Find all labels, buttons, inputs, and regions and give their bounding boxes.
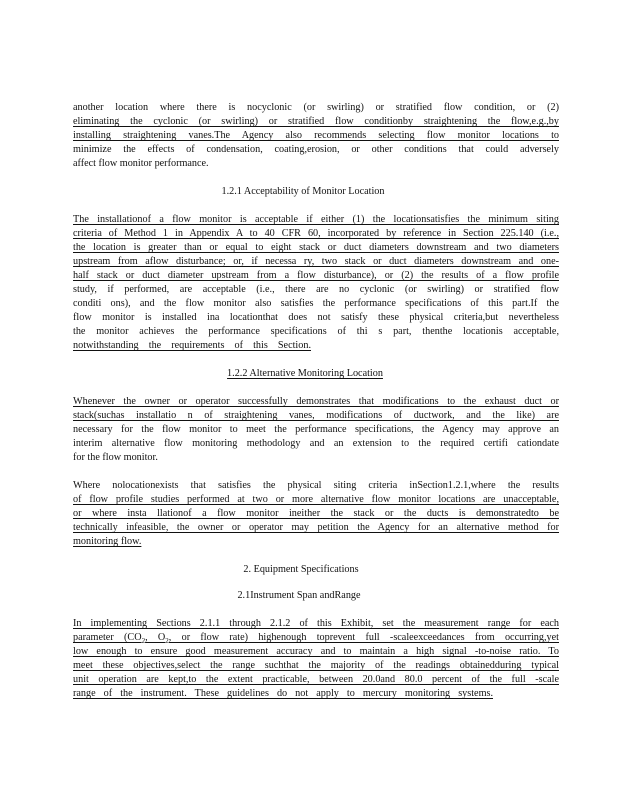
o2-subscript: 2 [165,637,169,645]
paragraph-1-line-5: affect flow monitor performance. [73,158,209,169]
paragraph-4-line-1: Where nolocationexists that satisfies the physical siting criteria inSection1.2.1,where the results [73,480,559,491]
paragraph-5-line-6: range of the instrument. These guidelines do not apply to mercury monitoring systems. [73,688,493,699]
paragraph-2-line-7: conditi ons), and the flow monitor also satisfies the performance specifications of this part.If the [73,298,559,309]
paragraph-3-line-2: stack(suchas installatio n of straightening vanes, modifications of ductwork, and the like) are [73,410,559,421]
paragraph-1-line-2: eliminating the cyclonic (or swirling) or stratified flow conditionby straightening the flow,e.g.,by [73,116,559,127]
paragraph-4-line-5: monitoring flow. [73,536,142,547]
paragraph-5-line-2-start: parameter (CO [73,632,142,643]
heading-1-2-1: 1.2.1 Acceptability of Monitor Location [221,186,385,197]
heading-2: 2. Equipment Specifications [243,564,359,575]
paragraph-2-line-3: the location is greater than or equal to eight stack or duct diameters downstream and two diameters [73,242,559,253]
paragraph-5-line-1: In implementing Sections 2.1.1 through 2.1.2 of this Exhibit, set the measurement range for each [73,618,559,629]
paragraph-1-line-3: installing straightening vanes.The Agency also recommends selecting flow monitor locations to [73,130,559,141]
paragraph-2-line-2: criteria of Method 1 in Appendix A to 40 CFR 60, incorporated by reference in Section 225.140 (i.e., [73,228,559,239]
paragraph-4-line-3: or where insta llationof a flow monitor ineither the stack or the ducts is demonstratedto be [73,508,559,519]
paragraph-3-line-4: interim alternative flow monitoring methodology and an extension to the required certifi cationdate [73,438,559,449]
paragraph-5-line-5: unit operation are kept,to the extent practicable, between 20.0and 80.0 percent of the full -scale [73,674,559,685]
paragraph-1-line-1: another location where there is nocyclonic (or swirling) or stratified flow condition, or (2) [73,102,559,113]
paragraph-5-line-2-end: , or flow rate) highenough toprevent full -scaleexceedances from occurring,yet [168,632,559,643]
paragraph-4-line-4: technically infeasible, the owner or operator may petition the Agency for an alternative method for [73,522,559,533]
paragraph-5-line-4: meet these objectives,select the range suchthat the majority of the readings obtainedduring typical [73,660,559,671]
paragraph-5-line-2-mid: , O [145,632,166,643]
paragraph-3-line-5: for the flow monitor. [73,452,158,463]
paragraph-3-line-3: necessary for the flow monitor to meet the performance specifications, the Agency may approve an [73,424,559,435]
paragraph-2-line-5: half stack or duct diameter upstream from a flow disturbance), or (2) the results of a flow profile [73,270,559,281]
paragraph-2-line-1: The installationof a flow monitor is acceptable if either (1) the locationsatisfies the minimum siting [73,214,559,225]
paragraph-4-line-2: of flow profile studies performed at two or more alternative flow monitor locations are unacceptable, [73,494,559,505]
paragraph-5-line-2 [73,631,559,645]
heading-2-1: 2.1Instrument Span andRange [237,590,361,601]
co2-subscript: 2 [141,637,146,645]
paragraph-2-line-8: flow monitor is installed ina locationthat does not satisfy these physical criteria,but nevertheless [73,312,559,323]
paragraph-2-line-4: upstream from aflow disturbance; or, if necessa ry, two stack or duct diameters downstream and one- [73,256,559,267]
heading-1-2-2: 1.2.2 Alternative Monitoring Location [227,368,383,379]
paragraph-5-line-3: low enough to ensure good measurement accuracy and to maintain a high signal -to-noise ratio. To [73,646,559,657]
paragraph-2-line-9: the monitor achieves the performance specifications of thi s part, thenthe locationis acceptable, [73,326,559,337]
paragraph-2-line-6: study, if performed, are acceptable (i.e., there are no cyclonic (or swirling) or stratified flow [73,284,559,295]
paragraph-2-line-10: notwithstanding the requirements of this Section. [73,340,311,351]
paragraph-1-line-4: minimize the effects of condensation, coating,erosion, or other conditions that could adversely [73,144,559,155]
paragraph-3-line-1: Whenever the owner or operator successfully demonstrates that modifications to the exhaust duct or [73,396,559,407]
